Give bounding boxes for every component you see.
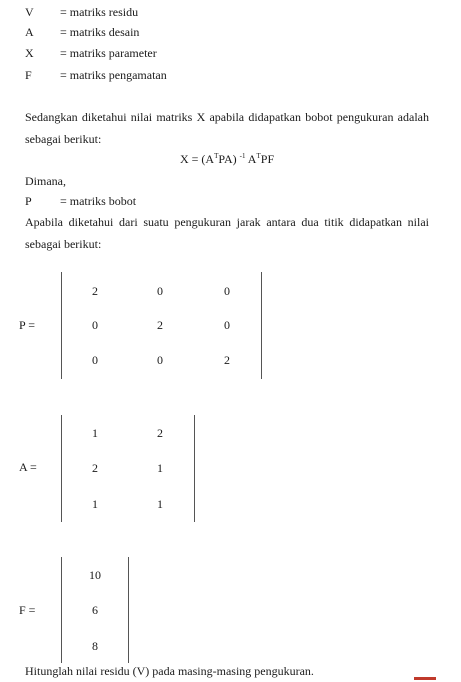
matrix-a-cell: 1	[92, 497, 98, 511]
formula-mid: PA)	[218, 152, 237, 166]
formula-sup-1: T	[214, 152, 219, 160]
def-symbol-f: F	[25, 68, 32, 82]
matrix-p-cell: 2	[92, 284, 98, 298]
matrix-a-right-bracket	[194, 415, 195, 522]
matrix-a-cell: 2	[92, 461, 98, 475]
matrix-f-label: F =	[19, 603, 36, 617]
formula-end: PF	[260, 152, 275, 166]
def-desc-f: = matriks pengamatan	[60, 68, 167, 82]
matrix-p-cell: 0	[224, 318, 230, 332]
def-symbol-a: A	[25, 25, 34, 39]
formula-sup-2: -1	[239, 152, 246, 160]
dimana-desc: = matriks bobot	[60, 194, 137, 208]
def-symbol-v: V	[25, 5, 34, 19]
matrix-p-left-bracket	[61, 272, 62, 379]
matrix-a-cell: 1	[157, 497, 163, 511]
dimana-label: Dimana,	[25, 174, 66, 188]
matrix-p-cell: 0	[92, 353, 98, 367]
matrix-p-cell: 2	[224, 353, 230, 367]
formula	[180, 152, 274, 167]
paragraph-1-line-2: sebagai berikut:	[25, 132, 102, 146]
matrix-a-cell: 2	[157, 426, 163, 440]
question-text: Hitunglah nilai residu (V) pada masing-masing pengukuran.	[25, 664, 314, 678]
matrix-p-label: P =	[19, 318, 35, 332]
paragraph-1-line-1: Sedangkan diketahui nilai matriks X apabila didapatkan bobot pengukuran adalah	[25, 110, 429, 124]
matrix-p-cell: 2	[157, 318, 163, 332]
matrix-a-label: A =	[19, 460, 37, 474]
def-desc-v: = matriks residu	[60, 5, 139, 19]
matrix-a-cell: 1	[157, 461, 163, 475]
matrix-p-cell: 0	[224, 284, 230, 298]
matrix-f-cell: 6	[92, 603, 98, 617]
matrix-f-right-bracket	[128, 557, 129, 663]
formula-sup-3: T	[256, 152, 261, 160]
matrix-a-cell: 1	[92, 426, 98, 440]
red-underline-mark	[414, 677, 436, 680]
matrix-f-cell: 10	[89, 568, 101, 582]
matrix-p-cell: 0	[92, 318, 98, 332]
def-desc-a: = matriks desain	[60, 25, 140, 39]
paragraph-2-line-1: Apabila diketahui dari suatu pengukuran jarak antara dua titik didapatkan nilai	[25, 215, 429, 229]
def-symbol-x: X	[25, 46, 34, 60]
formula-mid-2: A	[245, 152, 257, 166]
matrix-a-left-bracket	[61, 415, 62, 522]
matrix-p-cell: 0	[157, 284, 163, 298]
matrix-f-cell: 8	[92, 639, 98, 653]
paragraph-2-line-2: sebagai berikut:	[25, 237, 102, 251]
formula-lhs: X = (A	[180, 152, 215, 166]
matrix-p-cell: 0	[157, 353, 163, 367]
matrix-f-left-bracket	[61, 557, 62, 663]
def-desc-x: = matriks parameter	[60, 46, 157, 60]
matrix-p-right-bracket	[261, 272, 262, 379]
dimana-symbol: P	[25, 194, 32, 208]
